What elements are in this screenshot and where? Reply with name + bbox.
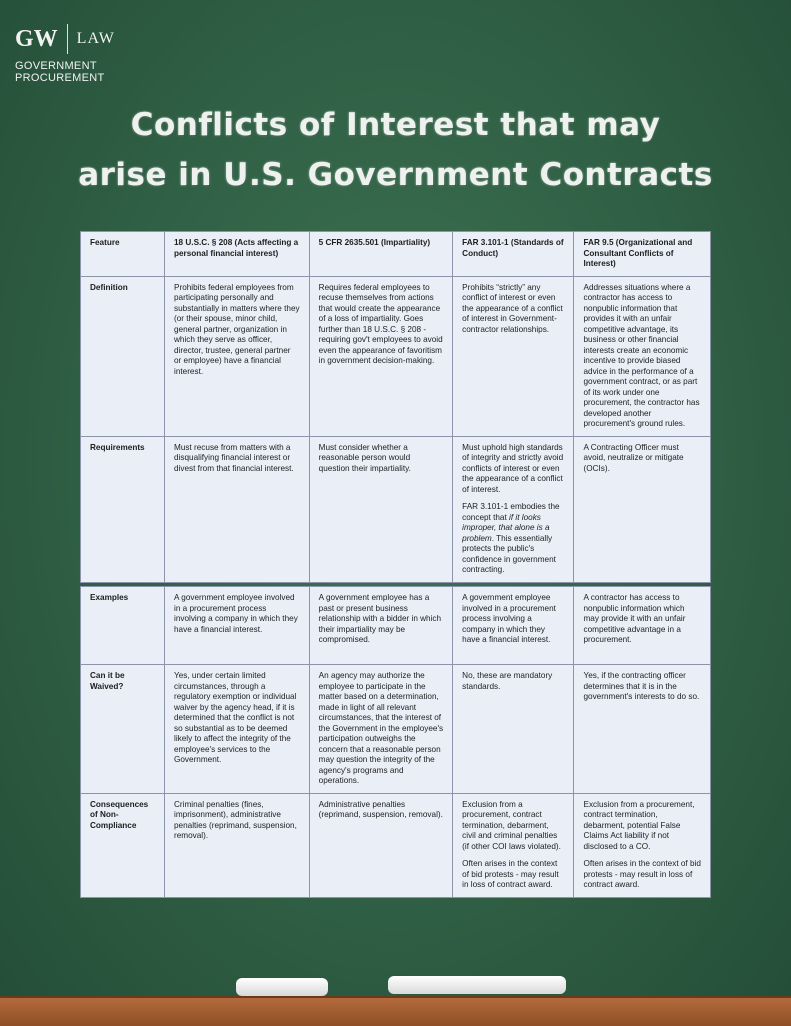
definition-far3101: Prohibits “strictly” any conflict of interest or even the appearance of a conflict of interest in Government-contractor relationships.: [453, 276, 574, 436]
header-18usc208: 18 U.S.C. § 208 (Acts affecting a personal financial interest): [165, 232, 310, 277]
consequences-far95: [574, 793, 711, 897]
waived-5cfr: An agency may authorize the employee to participate in the matter based on a determination, made in light of all relevant circumstances, that the interest of the Government in the employee's participation outweighs the concern that a reasonable person may question the integrity of the agency's programs and operations.: [309, 665, 453, 794]
chalk-piece-left: [236, 978, 328, 996]
waived-far3101: No, these are mandatory standards.: [453, 665, 574, 794]
consequences-far95-note: Often arises in the context of bid protests - may result in loss of contract award.: [583, 859, 701, 889]
logo-divider: [67, 24, 68, 54]
title-line-2: arise in U.S. Government Contracts: [78, 157, 713, 193]
page-title: [0, 100, 791, 200]
consequences-far3101: [453, 793, 574, 897]
table-header-row: [81, 232, 711, 277]
examples-far3101: A government employee involved in a procurement process involving a company in which they have a financial interest.: [453, 587, 574, 665]
chalk-ledge: [0, 996, 791, 1026]
table-row-consequences: [81, 793, 711, 897]
definition-5cfr: Requires federal employees to recuse themselves from actions that would create the appearance of a loss of impartiality. Goes further than 18 U.S.C. § 208 - requiring gov't employees to avoid even the appearance of favoritism in government decision-making.: [309, 276, 453, 436]
logo-law-text: LAW: [76, 30, 115, 47]
waived-18usc208: Yes, under certain limited circumstances, through a regulatory exemption or individual waiver by the agency head, if it is determined that the conflict is not so substantial as to be deemed likely to affect the integrity of the employee's services to the Government.: [165, 665, 310, 794]
requirements-far95: A Contracting Officer must avoid, neutralize or mitigate (OCIs).: [574, 436, 711, 582]
coi-table-part-2: [80, 586, 711, 898]
note-post: . This essentially protects the public's confidence in government contracting.: [462, 533, 556, 574]
logo-gw-mark: GW: [15, 25, 58, 52]
header-far3101: FAR 3.101-1 (Standards of Conduct): [453, 232, 574, 277]
waived-far95: Yes, if the contracting officer determines that it is in the government's interests to do so.: [574, 665, 711, 794]
logo-subtitle: [15, 60, 115, 84]
row-label-waived: Can it be Waived?: [81, 665, 165, 794]
header-far95: FAR 9.5 (Organizational and Consultant Conflicts of Interest): [574, 232, 711, 277]
consequences-far3101-note: Often arises in the context of bid protests - may result in loss of contract award.: [462, 859, 559, 889]
definition-18usc208: Prohibits federal employees from participating personally and substantially in matters where they (or their spouse, minor child, general partner, organization in which they serve as officer, director, trustee, general partner or employee) have a financial interest.: [165, 276, 310, 436]
note-pre: FAR 3.101-1 embodies the concept that: [462, 502, 560, 522]
row-label-requirements: Requirements: [81, 436, 165, 582]
definition-far95: Addresses situations where a contractor has access to nonpublic information that provides it with an unfair competitive advantage, its business or other financial interests create an economic incentive to provide biased advice in the performance of a government contract, or as part of its work under one procurement, the contractor has developed another procurement's ground rules.: [574, 276, 711, 436]
table-row-requirements: [81, 436, 711, 582]
note-emphasis: if it looks improper, that alone is a problem: [462, 512, 550, 543]
coi-table-part-1: [80, 231, 711, 583]
gw-law-logo: [15, 24, 115, 84]
examples-far95: A contractor has access to nonpublic information which may provide it with an unfair competitive advantage in a procurement.: [574, 587, 711, 665]
requirements-far3101-note: [462, 502, 564, 576]
table-row-waived: [81, 665, 711, 794]
header-feature: Feature: [81, 232, 165, 277]
row-label-consequences: Consequences of Non-Compliance: [81, 793, 165, 897]
consequences-18usc208: Criminal penalties (fines, imprisonment), administrative penalties (reprimand, suspension, removal).: [165, 793, 310, 897]
chalk-piece-right: [388, 976, 566, 994]
requirements-far3101: [453, 436, 574, 582]
header-5cfr: 5 CFR 2635.501 (Impartiality): [309, 232, 453, 277]
examples-18usc208: A government employee involved in a procurement process involving a company in which they have a financial interest.: [165, 587, 310, 665]
table-row-definition: [81, 276, 711, 436]
consequences-far3101-text: Exclusion from a procurement, contract termination, debarment, civil and criminal penalties (if other COI laws violated).: [462, 799, 561, 851]
examples-5cfr: A government employee has a past or present business relationship with a bidder in which their impartiality may be compromised.: [309, 587, 453, 665]
table-row-examples: [81, 587, 711, 665]
consequences-5cfr: Administrative penalties (reprimand, suspension, removal).: [309, 793, 453, 897]
title-line-1: Conflicts of Interest that may: [130, 107, 661, 143]
logo-line-1: GOVERNMENT: [15, 60, 97, 72]
consequences-far95-text: Exclusion from a procurement, contract termination, debarment, potential False Claims Act liability if not disclosed to a CO.: [583, 799, 695, 851]
row-label-definition: Definition: [81, 276, 165, 436]
logo-line-2: PROCUREMENT: [15, 72, 105, 84]
row-label-examples: Examples: [81, 587, 165, 665]
requirements-far3101-text: Must uphold high standards of integrity and strictly avoid conflicts of interest or even the appearance of a conflict of interest.: [462, 442, 564, 494]
requirements-5cfr: Must consider whether a reasonable person would question their impartiality.: [309, 436, 453, 582]
requirements-18usc208: Must recuse from matters with a disqualifying financial interest or divest from that financial interest.: [165, 436, 310, 582]
